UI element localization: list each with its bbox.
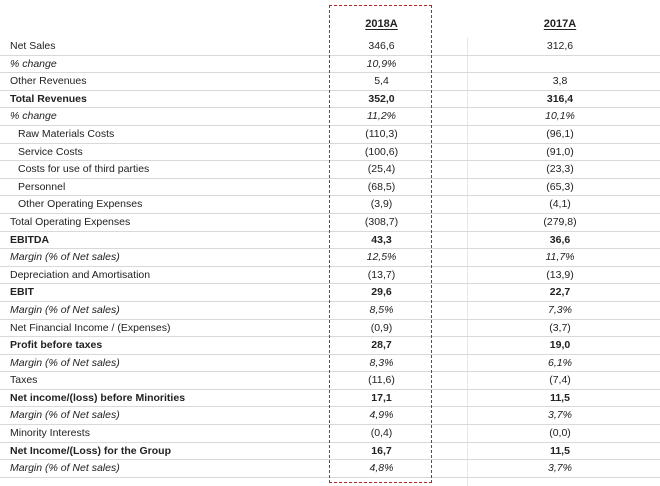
value-2018: (100,6): [364, 145, 399, 158]
table-row: [0, 108, 660, 126]
value-2017: (7,4): [549, 374, 571, 387]
value-2018: 43,3: [371, 233, 392, 246]
value-2017: 11,5: [550, 444, 570, 457]
table-row: [0, 179, 660, 197]
row-label: % change: [10, 57, 57, 70]
table-row: [0, 249, 660, 267]
table-row: [0, 390, 660, 408]
column-header-2017: 2017A: [543, 18, 577, 30]
row-label: Net income/(loss) before Minorities: [10, 391, 186, 404]
value-2018: 29,6: [371, 286, 392, 299]
value-2018: (0,9): [370, 321, 393, 334]
table-row: [0, 91, 660, 109]
value-2018: (110,3): [365, 127, 398, 140]
row-label: Margin (% of Net sales): [10, 462, 120, 475]
value-2018: 8,5%: [369, 303, 394, 316]
row-label: Other Revenues: [10, 75, 87, 88]
value-2017: 3,7%: [548, 462, 572, 475]
value-2017: (65,3): [546, 180, 574, 193]
table-row: [0, 355, 660, 373]
row-label: Taxes: [10, 374, 38, 387]
value-2017: (91,0): [546, 145, 574, 158]
table-row: [0, 407, 660, 425]
value-2018: 10,9%: [366, 57, 397, 70]
value-2018: 8,3%: [369, 356, 394, 369]
value-2017: 3,8: [552, 75, 568, 88]
row-label: Margin (% of Net sales): [10, 303, 120, 316]
value-2018: (308,7): [364, 215, 399, 228]
value-2017: (279,8): [543, 215, 577, 228]
value-2018: (68,5): [367, 180, 396, 193]
value-2018: 346,6: [368, 40, 395, 52]
table-row: [0, 460, 660, 478]
row-label: Costs for use of third parties: [18, 163, 150, 176]
table-row: [0, 232, 660, 250]
row-label: EBIT: [10, 286, 34, 299]
row-label: Profit before taxes: [10, 339, 103, 352]
value-2017: (4,1): [549, 198, 571, 211]
row-label: Net Sales: [10, 40, 56, 52]
row-label: Other Operating Expenses: [18, 198, 143, 211]
row-label: EBITDA: [10, 233, 50, 246]
row-label: Total Operating Expenses: [10, 215, 131, 228]
table-row: [0, 302, 660, 320]
table-row: [0, 126, 660, 144]
value-2017: 36,6: [549, 233, 571, 246]
row-label: Depreciation and Amortisation: [10, 268, 151, 281]
table-row: [0, 284, 660, 302]
value-2017: 11,5: [550, 391, 570, 404]
value-2018: (3,9): [370, 198, 393, 211]
table-header: [0, 0, 660, 38]
value-2018: (0,4): [370, 427, 393, 440]
value-2018: (25,4): [367, 163, 396, 176]
table-row: [0, 372, 660, 390]
value-2017: 6,1%: [548, 356, 572, 369]
value-2017: (0,0): [549, 427, 571, 440]
table-row: [0, 337, 660, 355]
value-2017: 7,3%: [548, 303, 572, 316]
row-label: Margin (% of Net sales): [10, 409, 120, 422]
table-body: [0, 38, 660, 478]
row-label: Net Income/(Loss) for the Group: [10, 444, 172, 457]
table-row: [0, 196, 660, 214]
row-label: Total Revenues: [10, 92, 87, 105]
row-label: Raw Materials Costs: [18, 127, 115, 140]
value-2017: (23,3): [546, 163, 574, 176]
table-row: [0, 73, 660, 91]
value-2018: 4,8%: [369, 462, 394, 475]
table-row: [0, 38, 660, 56]
row-label: Personnel: [18, 180, 66, 193]
value-2017: 10,1%: [545, 110, 575, 123]
table-row: [0, 161, 660, 179]
value-2018: 352,0: [368, 92, 395, 105]
value-2018: 12,5%: [366, 251, 397, 264]
row-label: Service Costs: [18, 145, 83, 158]
value-2018: (11,6): [368, 374, 395, 387]
table-row: [0, 56, 660, 74]
value-2017: 22,7: [549, 286, 571, 299]
value-2017: (3,7): [549, 321, 571, 334]
value-2017: (13,9): [546, 268, 574, 281]
value-2018: 28,7: [371, 339, 392, 352]
value-2018: (13,7): [367, 268, 396, 281]
value-2017: 3,7%: [548, 409, 572, 422]
value-2017: 312,6: [546, 40, 574, 52]
row-label: Margin (% of Net sales): [10, 251, 120, 264]
column-header-2018: 2018A: [365, 18, 398, 30]
table-row: [0, 443, 660, 461]
value-2017: 316,4: [546, 92, 574, 105]
row-label: Minority Interests: [10, 427, 90, 440]
value-2018: 11,2%: [367, 110, 396, 123]
value-2017: 11,7%: [545, 251, 575, 264]
row-label: Net Financial Income / (Expenses): [10, 321, 171, 334]
table-row: [0, 214, 660, 232]
value-2018: 5,4: [374, 75, 389, 88]
value-2017: 19,0: [549, 339, 571, 352]
value-2018: 17,1: [371, 391, 392, 404]
table-row: [0, 144, 660, 162]
table-row: [0, 267, 660, 285]
value-2018: 4,9%: [369, 409, 394, 422]
table-row: [0, 425, 660, 443]
row-label: Margin (% of Net sales): [10, 356, 120, 369]
value-2017: (96,1): [546, 127, 574, 140]
row-label: % change: [10, 110, 57, 123]
value-2018: 16,7: [371, 444, 392, 457]
table-row: [0, 320, 660, 338]
